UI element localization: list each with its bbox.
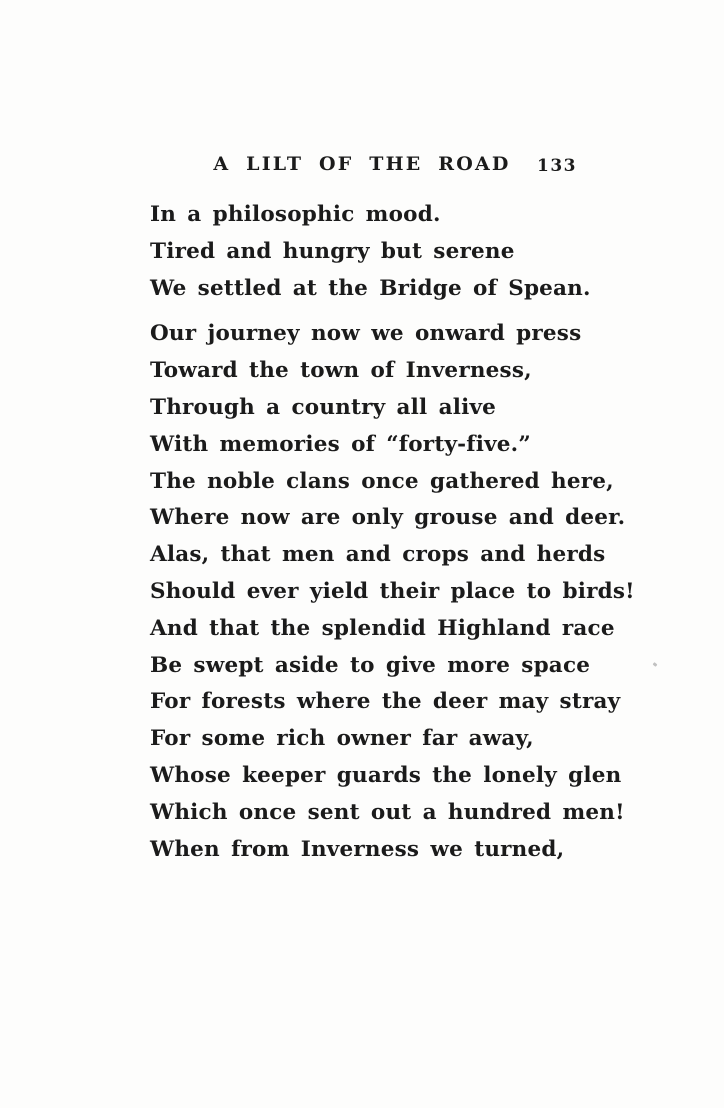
- poem-line: For forests where the deer may stray: [150, 689, 621, 715]
- poem-line: In a philosophic mood.: [150, 202, 441, 227]
- poem-line: Should ever yield their place to birds!: [150, 578, 635, 604]
- poem-line: With memories of “forty-five.”: [150, 431, 531, 457]
- stanza-2: [150, 316, 690, 868]
- poem-line: Whose keeper guards the lonely glen: [150, 762, 622, 788]
- poem-line: Tired and hungry but serene: [150, 238, 515, 264]
- poem-line: When from Inverness we turned,: [150, 836, 565, 862]
- stanza-1: [150, 197, 690, 307]
- page-number: 133: [537, 156, 577, 176]
- poem-line: Through a country all alive: [150, 394, 497, 420]
- page-header: [0, 153, 724, 179]
- poem-line: Alas, that men and crops and herds: [150, 542, 606, 568]
- poem-line: Our journey now we onward press: [150, 321, 582, 347]
- poem-line: Toward the town of Inverness,: [150, 358, 532, 384]
- poem-line: The noble clans once gathered here,: [150, 468, 614, 494]
- poem-line: Which once sent out a hundred men!: [150, 799, 625, 825]
- poem-line: And that the splendid Highland race: [150, 615, 615, 641]
- poem-line: We settled at the Bridge of Spean.: [150, 275, 591, 301]
- poem-body: [150, 197, 690, 868]
- poem-line: Be swept aside to give more space: [150, 652, 591, 678]
- poem-line: Where now are only grouse and deer.: [150, 505, 626, 531]
- poem-line: For some rich owner far away,: [150, 726, 534, 752]
- running-title: A LILT OF THE ROAD: [213, 153, 511, 175]
